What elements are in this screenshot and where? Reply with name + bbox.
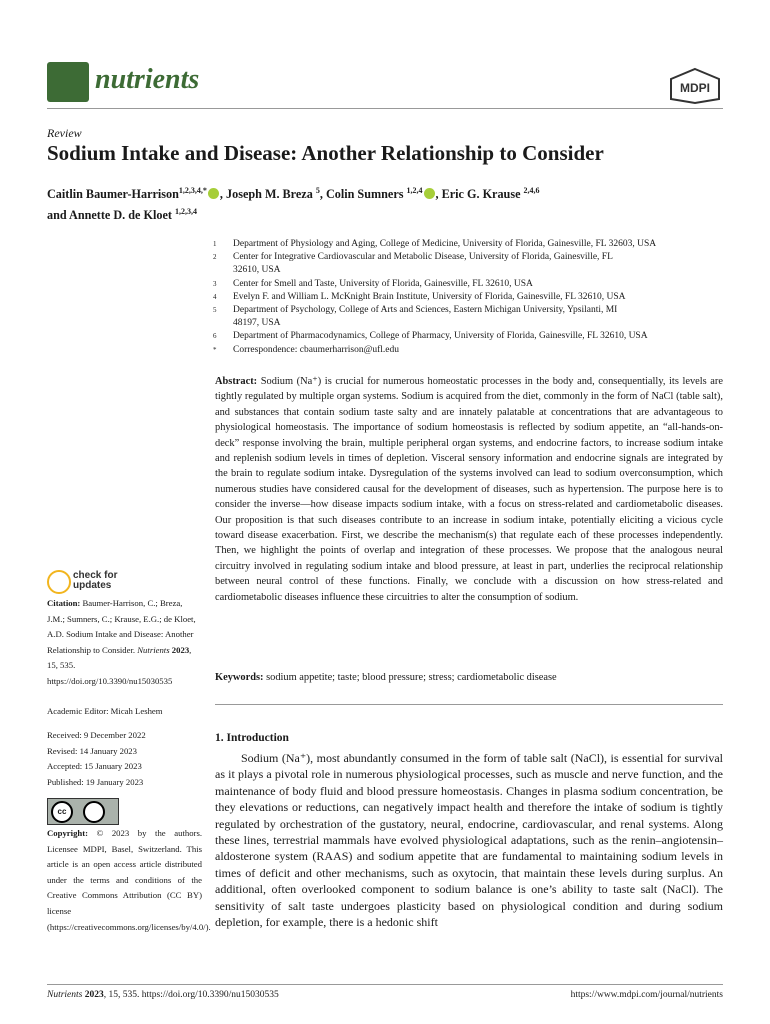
abstract-text: Sodium (Na⁺) is crucial for numerous homeostatic processes in the body and, consequentially, its levels are tightly regulated by multiple organ systems. Sodium is acquired from the diet, commonly in the form of NaCl (table salt), and substances that contain sodium taste salty and are innately palatable at concentrations that are advantageous to physiological homeostasis. The importance of sodium homeostasis is reflected by sodium appetite, an “all-hands-on-deck” response involving the brain, multiple peripheral organ systems, and endocrine factors, to increase sodium intake and replenish sodium levels in times of depletion. Visceral sensory information and endocrine signals are integrated by the brain to regulate sodium intake. Dysregulation of the systems involved can lead to sodium overconsumption, which numerous studies have considered causal for the development of diseases, such as hypertension. The purpose here is to consider the inverse—how disease impacts sodium intake, with a focus on stress-related and cardiometabolic diseases. Our proposition is that such diseases contribute to an increase in sodium intake, potentially eliciting a vicious cycle toward disease exacerbation. First, we describe the mechanism(s) that regulate each of these processes independently. Then, we highlight the points of overlap and integration of these processes. We propose that the analogous neural circuitry involved in regulating sodium intake and blood pressure, at least in part, underlies the reciprocal relationship between neural control of these functions. Finally, we conclude with a discussion on how stress-related and cardiometabolic diseases influence these circuitries to alter the consumption of sodium. — [215, 376, 723, 603]
citation-doi[interactable]: , 15, 535. https://doi.org/10.3390/nu15030535 — [47, 644, 192, 686]
author-name: and Annette D. de Kloet — [47, 208, 172, 223]
author-affiliation-marker: 1,2,3,4 — [174, 207, 197, 217]
footer-year: 2023 — [84, 990, 104, 1000]
revised-date: Revised: 14 January 2023 — [47, 745, 137, 756]
affiliation-text: Department of Pharmacodynamics, College of Pharmacy, University of Florida, Gainesville, FL 32610, USA — [233, 331, 648, 342]
author-name: Joseph M. Breza — [226, 187, 313, 202]
affiliation-text: Evelyn F. and William L. McKnight Brain Institute, University of Florida, Gainesville, FL 32610, USA — [233, 291, 626, 302]
affiliation-number: 2 — [213, 253, 217, 262]
affiliation-text: Department of Psychology, College of Arts and Sciences, Eastern Michigan University, Ypsilanti, MI 48197, USA — [233, 305, 618, 329]
affiliation-item — [213, 251, 723, 277]
author-separator: , — [435, 187, 442, 202]
affiliation-number: 4 — [213, 292, 217, 301]
section-divider — [215, 704, 723, 705]
affiliation-number: * — [213, 345, 217, 354]
footer-doi[interactable]: , 15, 535. https://doi.org/10.3390/nu15030535 — [103, 990, 279, 1000]
author-separator: , — [219, 187, 227, 202]
affiliation-list — [213, 238, 723, 357]
citation-text: Baumer-Harrison, C.; Breza, J.M.; Sumners, C.; Krause, E.G.; de Kloet, A.D. Sodium Intake and Disease: Another Relationship to Consider. — [47, 598, 196, 655]
affiliation-item — [213, 344, 723, 357]
header-divider — [47, 108, 723, 109]
keywords-text: sodium appetite; taste; blood pressure; stress; cardiometabolic disease — [266, 672, 557, 683]
affiliation-item — [213, 304, 723, 330]
author-list — [47, 182, 707, 224]
affiliation-number: 6 — [213, 332, 217, 341]
check-updates-label: check for updates — [73, 570, 118, 591]
orcid-icon[interactable] — [208, 188, 219, 199]
section-heading: 1. Introduction — [215, 732, 289, 744]
check-updates-icon — [47, 570, 71, 594]
attribution-icon — [83, 801, 105, 823]
affiliation-text: Center for Integrative Cardiovascular and Metabolic Disease, University of Florida, Gainesville, FL 32610, USA — [233, 252, 613, 276]
footer-citation — [47, 990, 279, 1000]
received-date: Received: 9 December 2022 — [47, 730, 146, 740]
author-separator: , — [319, 187, 326, 202]
journal-logo-icon — [47, 62, 89, 102]
dates-block — [47, 728, 202, 790]
abstract — [215, 374, 723, 605]
orcid-icon[interactable] — [424, 188, 435, 199]
copyright-label: Copyright: — [47, 828, 89, 838]
academic-editor: Academic Editor: Micah Leshem — [47, 706, 163, 716]
citation-journal: Nutrients — [137, 644, 170, 655]
published-date: Published: 19 January 2023 — [47, 776, 144, 787]
accepted-date: Accepted: 15 January 2023 — [47, 761, 142, 772]
affiliation-text: Center for Smell and Taste, University of Florida, Gainesville, FL 32610, USA — [233, 278, 533, 289]
journal-name: nutrients — [95, 64, 200, 95]
cc-icon: cc — [51, 801, 73, 823]
keywords — [215, 672, 723, 683]
affiliation-item — [213, 330, 723, 343]
article-type: Review — [47, 126, 82, 140]
author-affiliation-marker: 1,2,3,4,* — [178, 186, 207, 195]
citation-year: 2023 — [171, 644, 190, 655]
author-affiliation-marker: 1,2,4 — [406, 186, 423, 195]
footer-journal: Nutrients — [47, 990, 83, 1000]
author-name: Eric G. Krause — [441, 187, 521, 202]
footer-divider — [47, 984, 723, 985]
correspondence-text[interactable]: Correspondence: cbaumerharrison@ufl.edu — [233, 344, 399, 355]
author-name: Colin Sumners — [325, 187, 404, 202]
affiliation-item — [213, 291, 723, 304]
keywords-label: Keywords: — [215, 672, 264, 683]
affiliation-number: 1 — [213, 240, 217, 248]
affiliation-item — [213, 278, 723, 291]
affiliation-item — [213, 238, 723, 251]
author-affiliation-marker: 5 — [315, 186, 320, 195]
mdpi-logo-text: MDPI — [680, 81, 710, 95]
citation-label: Citation: — [47, 598, 81, 608]
copyright-text: © 2023 by the authors. Licensee MDPI, Basel, Switzerland. This article is an open access article distributed under the terms and conditions of the Creative Commons Attribution (CC BY) license (https://creativecommons.org/licenses/by/4.0/). — [47, 828, 211, 932]
article-title: Sodium Intake and Disease: Another Relationship to Consider — [47, 141, 604, 165]
affiliation-text: Department of Physiology and Aging, College of Medicine, University of Florida, Gainesville, FL 32603, USA — [233, 239, 657, 249]
affiliation-number: 3 — [213, 279, 217, 288]
citation-block — [47, 596, 202, 690]
affiliation-number: 5 — [213, 306, 217, 315]
abstract-label: Abstract: — [215, 376, 258, 387]
mdpi-logo — [667, 67, 723, 110]
author-name: Caitlin Baumer-Harrison — [47, 187, 179, 202]
copyright-block — [47, 826, 211, 935]
cc-by-license-icon[interactable] — [47, 798, 119, 825]
intro-paragraph: Sodium (Na⁺), most abundantly consumed in the form of table salt (NaCl), is essential for survival as it plays a pivotal role in numerous physiological processes, such as muscle and nerve function, and the maintenance of body fluid and blood pressure homeostasis. Changes in plasma sodium concentration, be they elevations or reductions, can negatively impact health and therefore the intake of sodium is tightly regulated by orchestration of the gustatory, neural, endocrine, cardiovascular, and renal systems. Along these lines, terrestrial mammals have evolved physiological adaptations, such as the renin–angiotensin–aldosterone system (RAAS) and sodium appetite that are fundamental to maintaining sodium levels in times of deficit and other mechanisms, such as oxytocin, that maintain these levels during surplus. An additional, often overlooked component to sodium balance is one’s ability to taste salt (NaCl). The sensitivity of salt taste undergoes plasticity based on physiological condition and during sodium depletion, for example, there is a hedonic shift — [215, 751, 723, 930]
author-affiliation-marker: 2,4,6 — [523, 186, 540, 195]
footer-journal-url[interactable]: https://www.mdpi.com/journal/nutrients — [570, 990, 723, 1000]
